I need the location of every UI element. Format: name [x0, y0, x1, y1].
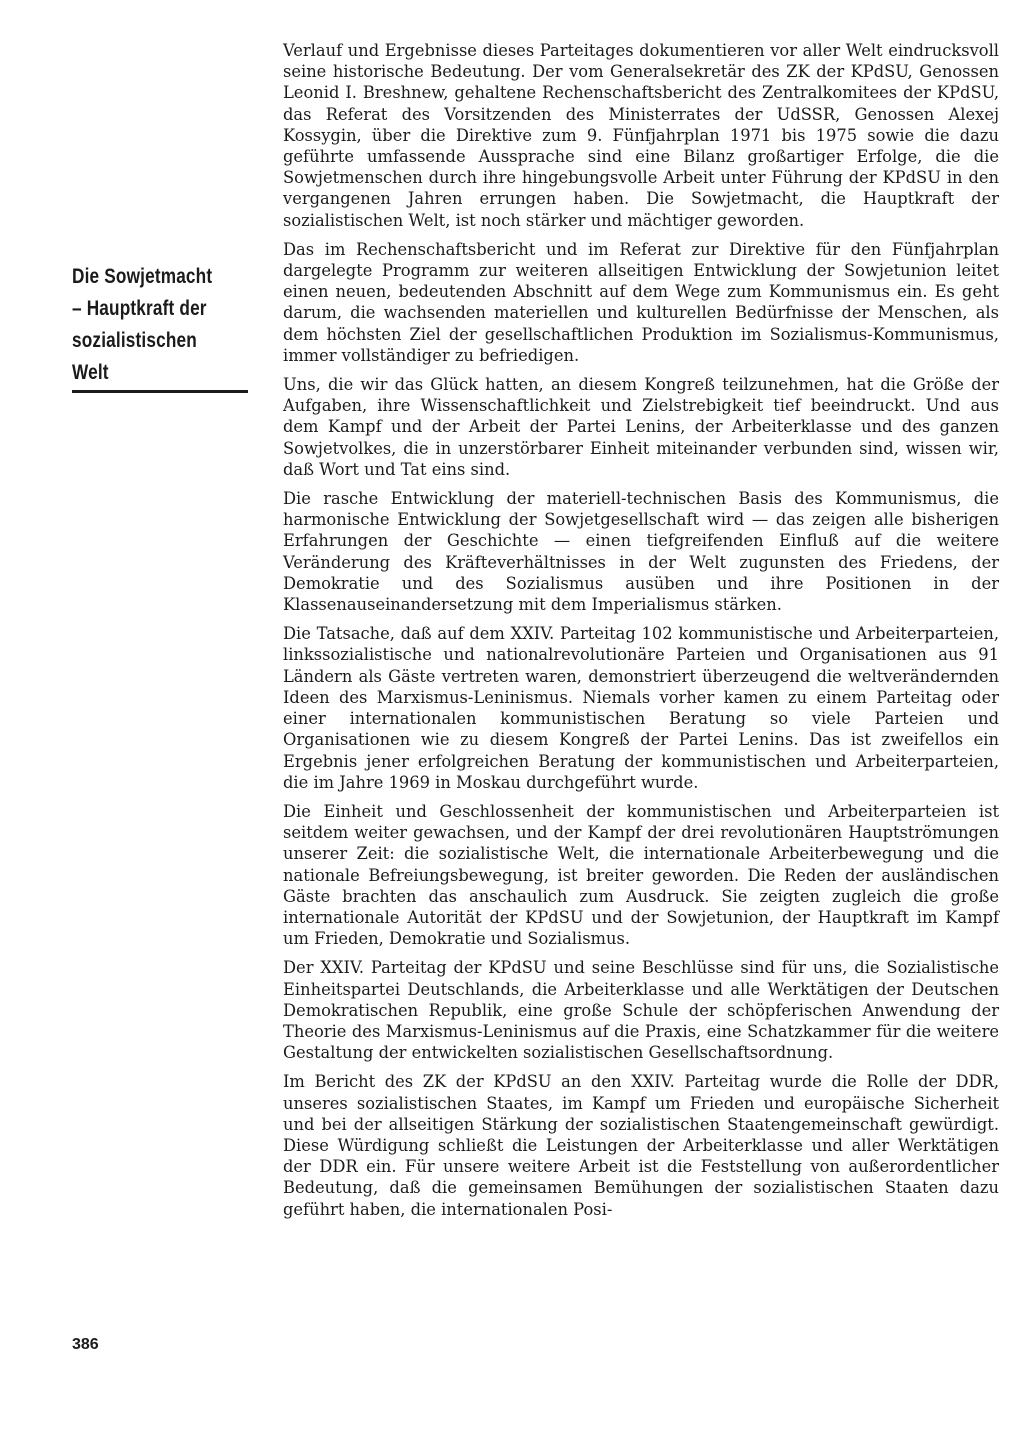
paragraph: Die rasche Entwicklung der materiell-technischen Basis des Kommunismus, die harmonische Entwicklung der Sowjetgesellschaft wird — das zeigen alle bisherigen Erfahrungen der Geschichte — einen tiefgreifenden Einfluß auf die weitere Veränderung des Kräfteverhältnisses in der Welt zugunsten des Friedens, der Demokratie und des Sozialismus ausüben und ihre Positionen in der Klassenauseinandersetzung mit dem Imperialismus stärken.	[283, 489, 999, 615]
paragraph: Die Tatsache, daß auf dem XXIV. Parteitag 102 kommunistische und Arbeiterparteien, linkssozialistische und nationalrevolutionäre Parteien und Organisationen aus 91 Ländern als Gäste vertreten waren, demonstriert überzeugend die weltverändernden Ideen des Marxismus-Leninismus. Niemals vorher kamen zu einem Parteitag oder einer internationalen kommunistischen Beratung so viele Parteien und Organisationen wie zu diesem Kongreß der Partei Lenins. Das ist zweifellos ein Ergebnis jener erfolgreichen Beratung der kommunistischen und Arbeiterparteien, die im Jahre 1969 in Moskau durchgeführt wurde.	[283, 624, 999, 792]
paragraph: Die Einheit und Geschlossenheit der kommunistischen und Arbeiterparteien ist seitdem weiter gewachsen, und der Kampf der drei revolutionären Hauptströmungen unserer Zeit: die sozialistische Welt, die internationale Arbeiterbewegung und die nationale Befreiungsbewegung, ist breiter geworden. Die Reden der ausländischen Gäste brachten das anschaulich zum Ausdruck. Sie zeigten zugleich die große internationale Autorität der KPdSU und der Sowjetunion, der Hauptkraft im Kampf um Frieden, Demokratie und Sozialismus.	[283, 801, 999, 949]
paragraph: Im Bericht des ZK der KPdSU an den XXIV. Parteitag wurde die Rolle der DDR, unseres sozialistischen Staates, im Kampf um Frieden und europäische Sicherheit und bei der allseitigen Stärkung der sozialistischen Staatengemeinschaft gewürdigt. Diese Würdigung schließt die Leistungen der Arbeiterklasse und aller Werktätigen der DDR ein. Für unsere weitere Arbeit ist die Feststellung von außerordentlicher Bedeutung, daß die gemeinsamen Bemühungen der sozialistischen Staaten dazu geführt haben, die internationalen Posi-	[283, 1072, 999, 1219]
paragraph: Das im Rechenschaftsbericht und im Referat zur Direktive für den Fünfjahrplan dargelegte Programm zur weiteren allseitigen Entwicklung der Sowjetunion leitet einen neuen, bedeutenden Abschnitt auf dem Wege zum Kommunismus ein. Es geht darum, die wachsenden materiellen und kulturellen Bedürfnisse der Menschen, als dem höchsten Ziel der gesellschaftlichen Produktion im Sozialismus-Kommunismus, immer vollständiger zu befriedigen.	[283, 239, 999, 365]
margin-heading-line: Welt	[72, 361, 109, 384]
margin-heading	[72, 261, 216, 389]
margin-heading-line: – Hauptkraft der	[72, 297, 207, 320]
heading-underline-rule	[72, 390, 248, 393]
paragraph: Der XXIV. Parteitag der KPdSU und seine Beschlüsse sind für uns, die Sozialistische Einheitspartei Deutschlands, die Arbeiterklasse und alle Werktätigen der Deutschen Demokratischen Republik, eine große Schule der schöpferischen Anwendung der Theorie des Marxismus-Leninismus auf die Praxis, eine Schatzkammer für die weitere Gestaltung der entwickelten sozialistischen Gesellschaftsordnung.	[283, 958, 999, 1063]
margin-heading-line: Die Sowjetmacht	[72, 265, 213, 288]
paragraph: Verlauf und Ergebnisse dieses Parteitages dokumentieren vor aller Welt eindrucksvoll seine historische Bedeutung. Der vom Generalsekretär des ZK der KPdSU, Genossen Leonid I. Breshnew, gehaltene Rechenschaftsbericht des Zentralkomitees der KPdSU, das Referat des Vorsitzenden des Ministerrates der UdSSR, Genossen Alexej Kossygin, über die Direktive zum 9. Fünfjahrplan 1971 bis 1975 sowie die dazu geführte umfassende Aussprache sind eine Bilanz großartiger Erfolge, die die Sowjetmenschen durch ihre hingebungsvolle Arbeit unter Führung der KPdSU in den vergangenen Jahren errungen haben. Die Sowjetmacht, die Hauptkraft der sozialistischen Welt, ist noch stärker und mächtiger geworden.	[283, 41, 999, 230]
margin-heading-line: sozialistischen	[72, 329, 197, 352]
page-number: 386	[72, 1336, 99, 1353]
paragraph: Uns, die wir das Glück hatten, an diesem Kongreß teilzunehmen, hat die Größe der Aufgaben, ihre Wissenschaftlichkeit und Zielstrebigkeit tief beeindruckt. Und aus dem Kampf und der Arbeit der Partei Lenins, der Arbeiterklasse und des ganzen Sowjetvolkes, die in unzerstörbarer Einheit miteinander verbunden sind, wissen wir, daß Wort und Tat eins sind.	[283, 375, 999, 479]
body-text-column	[283, 40, 999, 1228]
